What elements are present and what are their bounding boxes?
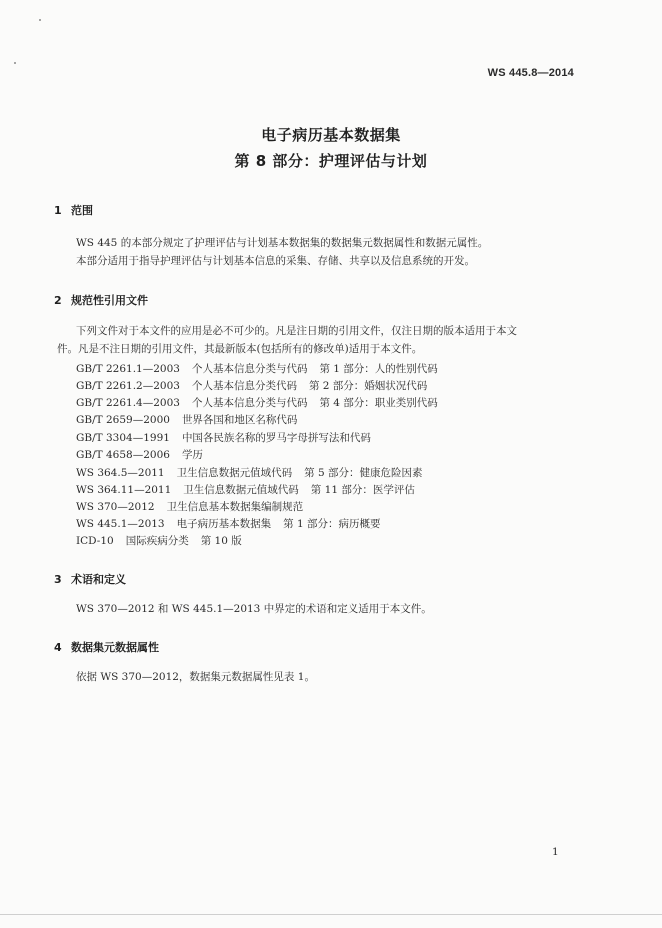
- reference-code: ICD-10: [76, 535, 114, 547]
- document-subtitle: 第 8 部分：护理评估与计划: [234, 152, 428, 170]
- reference-item: [76, 378, 427, 393]
- scope-paragraph-2: 本部分适用于指导护理评估与计划基本信息的采集、存储、共享以及信息系统的开发。: [76, 255, 475, 267]
- section-heading-normative-references: [54, 292, 148, 308]
- reference-item: [76, 465, 422, 480]
- standard-number: WS 445.8—2014: [487, 67, 574, 79]
- reference-code: WS 364.11—2011: [76, 484, 172, 496]
- section-heading-dataset-metadata: [54, 639, 159, 655]
- bottom-border: [0, 914, 662, 915]
- scope-paragraph-1: WS 445 的本部分规定了护理评估与计划基本数据集的数据集元数据属性和数据元属性。: [76, 237, 489, 249]
- reference-part: 第 4 部分：职业类别代码: [319, 397, 438, 409]
- section-number: 3: [54, 573, 62, 586]
- reference-code: GB/T 2261.2—2003: [76, 380, 180, 392]
- reference-title: 电子病历基本数据集: [176, 518, 272, 530]
- reference-title: 中国各民族名称的罗马字母拼写法和代码: [181, 432, 371, 444]
- reference-code: GB/T 3304—1991: [76, 432, 170, 444]
- reference-item: [76, 516, 380, 531]
- reference-part: 第 2 部分：婚姻状况代码: [308, 380, 428, 392]
- reference-code: GB/T 2261.1—2003: [76, 363, 180, 375]
- reference-item: [76, 412, 297, 427]
- reference-title: 个人基本信息分类与代码: [191, 363, 308, 375]
- document-title: 电子病历基本数据集: [261, 126, 401, 144]
- section-number: 4: [54, 641, 62, 654]
- section-title: 规范性引用文件: [71, 294, 148, 307]
- section-heading-scope: [54, 202, 93, 218]
- reference-item: [76, 361, 438, 376]
- reference-item: [76, 447, 203, 462]
- reference-title: 个人基本信息分类与代码: [191, 397, 308, 409]
- reference-item: [76, 499, 303, 514]
- reference-item: [76, 482, 415, 497]
- page-number: 1: [552, 846, 559, 858]
- reference-item: [76, 395, 438, 410]
- section-number: 1: [54, 204, 62, 217]
- references-intro-line-2: 件。凡是不注日期的引用文件，其最新版本(包括所有的修改单)适用于本文件。: [57, 343, 423, 355]
- reference-code: WS 370—2012: [76, 501, 155, 513]
- reference-title: 卫生信息数据元值域代码: [176, 467, 293, 479]
- reference-code: WS 364.5—2011: [76, 467, 165, 479]
- reference-title: 个人基本信息分类代码: [191, 380, 297, 392]
- reference-title: 卫生信息数据元值域代码: [183, 484, 299, 496]
- reference-title: 世界各国和地区名称代码: [181, 414, 298, 426]
- references-intro-line-1: 下列文件对于本文件的应用是必不可少的。凡是注日期的引用文件，仅注日期的版本适用于本文: [76, 325, 517, 337]
- scan-speck: [14, 62, 16, 64]
- section-title: 数据集元数据属性: [71, 641, 159, 654]
- terms-paragraph: WS 370—2012 和 WS 445.1—2013 中界定的术语和定义适用于本文件。: [76, 603, 432, 615]
- reference-item: [76, 533, 242, 548]
- reference-code: GB/T 2659—2000: [76, 414, 170, 426]
- section-title: 术语和定义: [71, 573, 126, 586]
- reference-part: 第 5 部分：健康危险因素: [304, 467, 423, 479]
- scan-speck: [39, 19, 41, 21]
- reference-part: 第 1 部分：病历概要: [283, 518, 381, 530]
- section-title: 范围: [71, 204, 93, 217]
- reference-part: 第 11 部分：医学评估: [310, 484, 415, 496]
- metadata-paragraph: 依据 WS 370—2012，数据集元数据属性见表 1。: [76, 671, 315, 683]
- reference-code: GB/T 2261.4—2003: [76, 397, 180, 409]
- reference-item: [76, 430, 371, 445]
- section-heading-terms: [54, 571, 126, 587]
- reference-part: 第 1 部分：人的性别代码: [319, 363, 438, 375]
- reference-code: GB/T 4658—2006: [76, 449, 170, 461]
- reference-part: 第 10 版: [200, 535, 242, 547]
- reference-title: 国际疾病分类: [125, 535, 189, 547]
- reference-title: 学历: [181, 449, 203, 461]
- reference-code: WS 445.1—2013: [76, 518, 165, 530]
- reference-title: 卫生信息基本数据集编制规范: [166, 501, 304, 513]
- section-number: 2: [54, 294, 62, 307]
